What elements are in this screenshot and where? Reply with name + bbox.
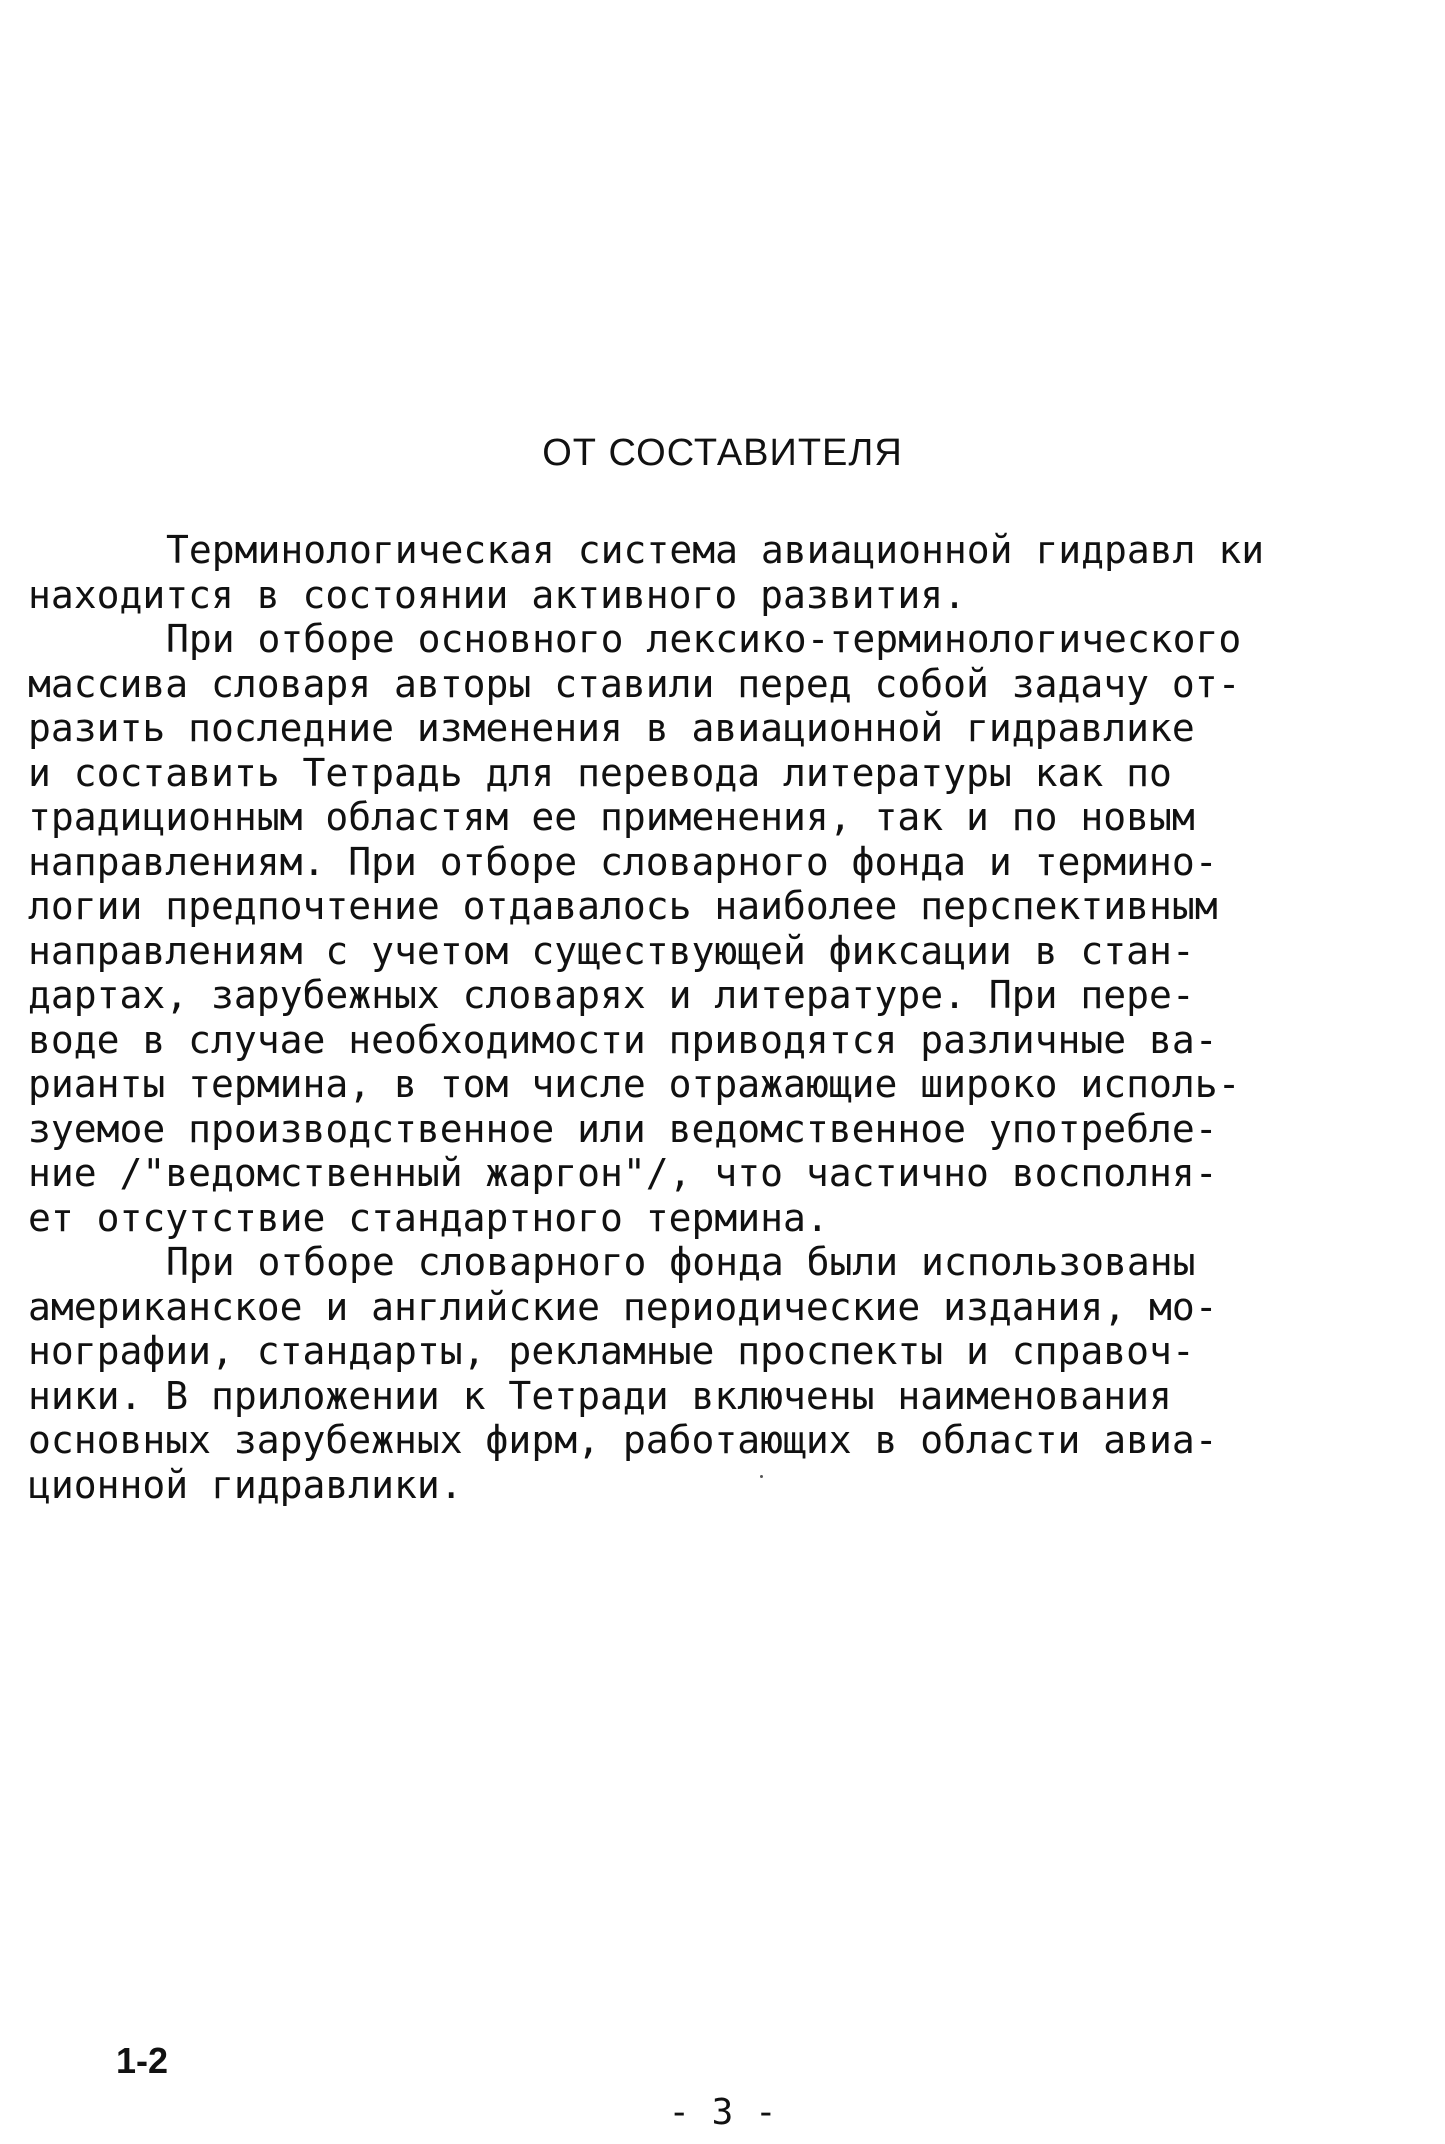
paragraph-line: массива словаря авторы ставили перед собой задачу от- [28, 661, 1241, 706]
paragraph-line: нографии, стандарты, рекламные проспекты и справоч- [28, 1329, 1195, 1373]
paragraph-line: и составить Тетрадь для перевода литературы как по [28, 750, 1172, 795]
paragraph-line: воде в случае необходимости приводятся различные ва- [28, 1017, 1218, 1062]
paragraph-line: дартах, зарубежных словарях и литературе. При пере- [28, 973, 1195, 1017]
paragraph-line: направлениям с учетом существующей фиксации в стан- [28, 928, 1195, 973]
paragraph-line: основных зарубежных фирм, работающих в области авиа- [28, 1418, 1218, 1462]
paragraph-line: Терминологическая система авиационной гидравл ки [166, 528, 1265, 572]
paragraph-line: направлениям. При отборе словарного фонда и термино- [28, 839, 1218, 884]
paragraph-line: традиционным областям ее применения, так и по новым [28, 795, 1195, 839]
paragraph-line: разить последние изменения в авиационной гидравлике [28, 706, 1195, 750]
page-title: ОТ СОСТАВИТЕЛЯ [542, 432, 903, 474]
paragraph-line: При отборе словарного фонда были использованы [166, 1240, 1196, 1284]
paragraph-line: американское и английские периодические издания, мо- [28, 1284, 1218, 1329]
paragraph-line: логии предпочтение отдавалось наиболее перспективным [28, 884, 1218, 928]
paragraph-line: ет отсутствие стандартного термина. [28, 1195, 829, 1240]
paragraph-line: ние /"ведомственный жаргон"/, что частично восполня- [28, 1151, 1218, 1195]
paragraph-line: зуемое производственное или ведомственное употребле- [28, 1106, 1218, 1151]
body-text [28, 528, 1428, 1507]
paragraph-line: находится в состоянии активного развития. [28, 572, 966, 617]
paragraph-line: ционной гидравлики. [28, 1462, 463, 1507]
scan-speck [760, 1475, 763, 1478]
paragraph-line: ники. В приложении к Тетради включены наименования [28, 1373, 1172, 1418]
paragraph-line: рианты термина, в том числе отражающие широко исполь- [28, 1062, 1241, 1106]
sheet-marker: 1-2 [116, 2040, 169, 2081]
page-number: - 3 - [668, 2092, 777, 2133]
paragraph-line: При отборе основного лексико-терминологического [166, 617, 1242, 661]
